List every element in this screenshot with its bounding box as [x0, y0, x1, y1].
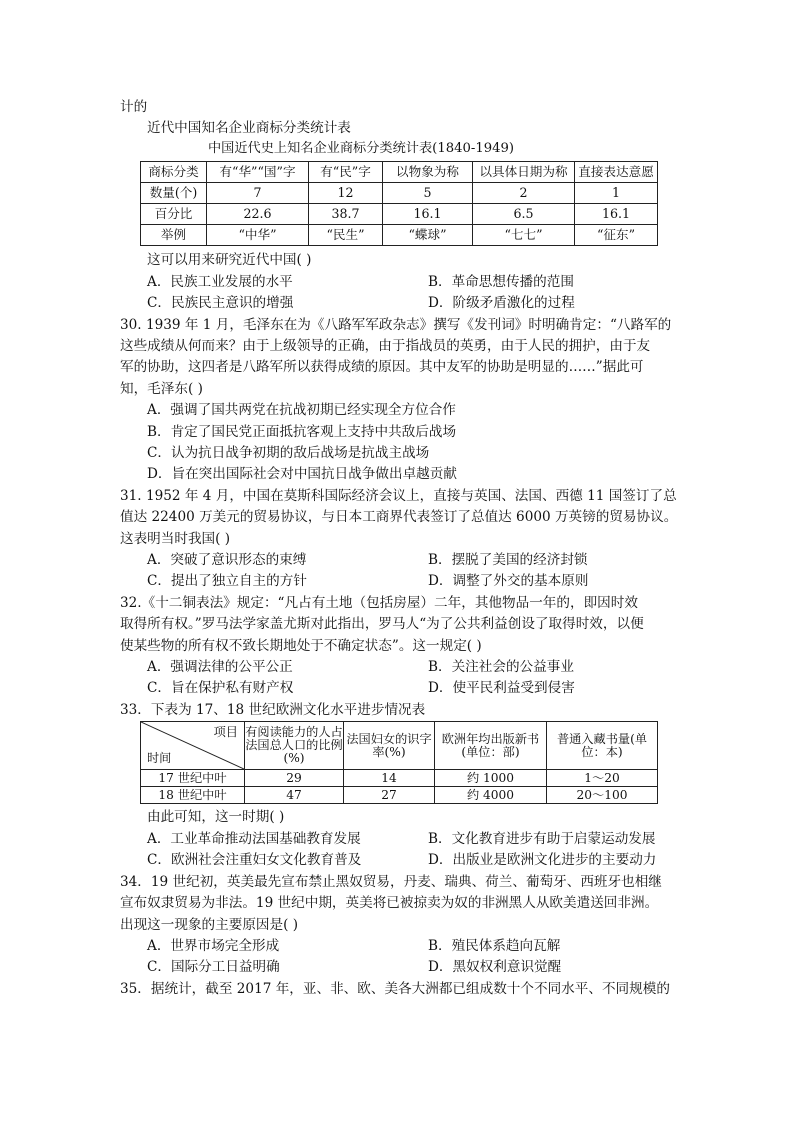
table-cell: “民生” — [309, 225, 383, 246]
table-header-cell: 欧洲年均出版新书(单位：部) — [435, 722, 547, 770]
table-cell: 22.6 — [207, 204, 309, 225]
q30-option-b[interactable]: B．肯定了国民党正面抵抗客观上支持中共敌后战场 — [147, 424, 457, 440]
table-cell: 2 — [473, 183, 575, 204]
q31-option-a[interactable]: A．突破了意识形态的束缚 — [147, 552, 307, 568]
table-cell: 47 — [245, 787, 344, 804]
table-cell: 百分比 — [141, 204, 207, 225]
table-header-cell: 商标分类 — [141, 162, 207, 183]
q32-line-2: 取得所有权。”罗马法学家盖尤斯对此指出，罗马人“为了公共利益创设了取得时效，以便 — [120, 616, 644, 632]
table-cell: “中华” — [207, 225, 309, 246]
q34-option-b[interactable]: B．殖民体系趋向瓦解 — [428, 938, 561, 954]
table-header-cell: 以具体日期为称 — [473, 162, 575, 183]
q32-option-b[interactable]: B．关注社会的公益事业 — [428, 659, 574, 675]
diagonal-header-cell — [141, 722, 245, 770]
q29-option-b[interactable]: B．革命思想传播的范围 — [428, 274, 574, 290]
q32-line-1: 32.《十二铜表法》规定：“凡占有土地（包括房屋）二年，其他物品一年的，即因时效 — [120, 595, 638, 611]
culture-table — [140, 721, 658, 804]
table-cell: 38.7 — [309, 204, 383, 225]
q33-option-d[interactable]: D．出版业是欧洲文化进步的主要动力 — [428, 852, 657, 868]
table-cell: 举例 — [141, 225, 207, 246]
table-header-row — [141, 722, 658, 770]
table-header-row — [141, 162, 658, 183]
q33-lead: 33．下表为 17、18 世纪欧洲文化水平进步情况表 — [120, 702, 426, 718]
q32-option-a[interactable]: A．强调法律的公平公正 — [147, 659, 293, 675]
table-row — [141, 183, 658, 204]
table-cell: 1～20 — [547, 770, 658, 787]
table1-title: 中国近代史上知名企业商标分类统计表(1840-1949) — [208, 141, 515, 156]
q33-option-a[interactable]: A．工业革命推动法国基础教育发展 — [147, 831, 361, 847]
table-cell: 18 世纪中叶 — [141, 787, 245, 804]
table-cell: 14 — [344, 770, 435, 787]
q34-line-2: 宣布奴隶贸易为非法。19 世纪中期，英美将已被掠卖为奴的非洲黑人从欧美遣送回非洲。 — [120, 895, 659, 911]
q30-line-4: 知，毛泽东( ) — [120, 381, 203, 397]
table-header-cell: 有“华”“国”字 — [207, 162, 309, 183]
table-header-cell: 直接表达意愿 — [575, 162, 658, 183]
q31-line-3: 这表明当时我国( ) — [120, 531, 231, 547]
q29-option-d[interactable]: D．阶级矛盾激化的过程 — [428, 295, 575, 311]
q31-line-1: 31. 1952 年 4 月，中国在莫斯科国际经济会议上，直接与英国、法国、西德 11 国签订了总 — [120, 488, 677, 504]
q31-line-2: 值达 22400 万美元的贸易协议，与日本工商界代表签订了总值达 6000 万英镑的贸易协议。 — [120, 509, 678, 525]
q31-option-b[interactable]: B．摆脱了美国的经济封锁 — [428, 552, 588, 568]
q30-option-c[interactable]: C．认为抗日战争初期的敌后战场是抗战主战场 — [147, 445, 430, 461]
q29-option-a[interactable]: A．民族工业发展的水平 — [147, 274, 293, 290]
table-row — [141, 787, 658, 804]
table-cell: 6.5 — [473, 204, 575, 225]
intro-line-1: 计的 — [120, 99, 148, 115]
q31-option-d[interactable]: D．调整了外交的基本原则 — [428, 573, 589, 589]
table-cell: 约 1000 — [435, 770, 547, 787]
q33-option-b[interactable]: B．文化教育进步有助于启蒙运动发展 — [428, 831, 656, 847]
table-header-cell: 普通入藏书量(单位：本) — [547, 722, 658, 770]
table-cell: 12 — [309, 183, 383, 204]
q30-option-d[interactable]: D．旨在突出国际社会对中国抗日战争做出卓越贡献 — [147, 466, 457, 482]
table-cell: 5 — [383, 183, 473, 204]
table-cell: 7 — [207, 183, 309, 204]
table-cell: 1 — [575, 183, 658, 204]
q34-option-a[interactable]: A．世界市场完全形成 — [147, 938, 280, 954]
table-cell: 约 4000 — [435, 787, 547, 804]
table-cell: “蝶球” — [383, 225, 473, 246]
q29-stem: 这可以用来研究近代中国( ) — [147, 252, 312, 268]
q32-option-d[interactable]: D．使平民利益受到侵害 — [428, 680, 575, 696]
q30-line-2: 这些成绩从何而来？由于上级领导的正确，由于指战员的英勇，由于人民的拥护，由于友 — [120, 338, 651, 354]
q35-line-1: 35．据统计，截至 2017 年，亚、非、欧、美各大洲都已组成数十个不同水平、不同规模的 — [120, 981, 670, 997]
table-header-cell: 有“民”字 — [309, 162, 383, 183]
q30-option-a[interactable]: A．强调了国共两党在抗战初期已经实现全方位合作 — [147, 402, 456, 418]
q34-line-3: 出现这一现象的主要原因是( ) — [120, 917, 299, 933]
table-row — [141, 204, 658, 225]
table-header-cell: 法国妇女的识字率(%) — [344, 722, 435, 770]
table-cell: “七七” — [473, 225, 575, 246]
intro-line-2: 近代中国知名企业商标分类统计表 — [147, 120, 351, 136]
table-cell: 29 — [245, 770, 344, 787]
q30-line-1: 30. 1939 年 1 月，毛泽东在为《八路军军政杂志》撰写《发刊词》时明确肯定：“八路军的 — [120, 317, 672, 333]
table-row — [141, 770, 658, 787]
table-cell: 20～100 — [547, 787, 658, 804]
q34-option-d[interactable]: D．黑奴权利意识觉醒 — [428, 959, 562, 975]
table-cell: 27 — [344, 787, 435, 804]
q33-option-c[interactable]: C．欧洲社会注重妇女文化教育普及 — [147, 852, 362, 868]
diag-label-time: 时间 — [147, 751, 172, 765]
table-cell: 数量(个) — [141, 183, 207, 204]
table-cell: 17 世纪中叶 — [141, 770, 245, 787]
q34-option-c[interactable]: C．国际分工日益明确 — [147, 959, 280, 975]
diag-label-item: 项目 — [213, 725, 238, 739]
q32-option-c[interactable]: C．旨在保护私有财产权 — [147, 680, 294, 696]
table-header-cell: 以物象为称 — [383, 162, 473, 183]
q31-option-c[interactable]: C．提出了独立自主的方针 — [147, 573, 307, 589]
table-cell: 16.1 — [575, 204, 658, 225]
q32-line-3: 使某些物的所有权不致长期地处于不确定状态”。这一规定( ) — [120, 638, 482, 654]
q34-line-1: 34．19 世纪初，英美最先宣布禁止黑奴贸易，丹麦、瑞典、荷兰、葡萄牙、西班牙也相继 — [120, 874, 662, 890]
table-cell: 16.1 — [383, 204, 473, 225]
table-header-cell: 有阅读能力的人占法国总人口的比例(%) — [245, 722, 344, 770]
q33-stem: 由此可知，这一时期( ) — [147, 809, 285, 825]
q29-option-c[interactable]: C．民族民主意识的增强 — [147, 295, 294, 311]
trademark-table — [140, 161, 658, 246]
q30-line-3: 军的协助，这四者是八路军所以获得成绩的原因。其中友军的协助是明显的……”据此可 — [120, 359, 644, 375]
table-cell: “征东” — [575, 225, 658, 246]
table-row — [141, 225, 658, 246]
